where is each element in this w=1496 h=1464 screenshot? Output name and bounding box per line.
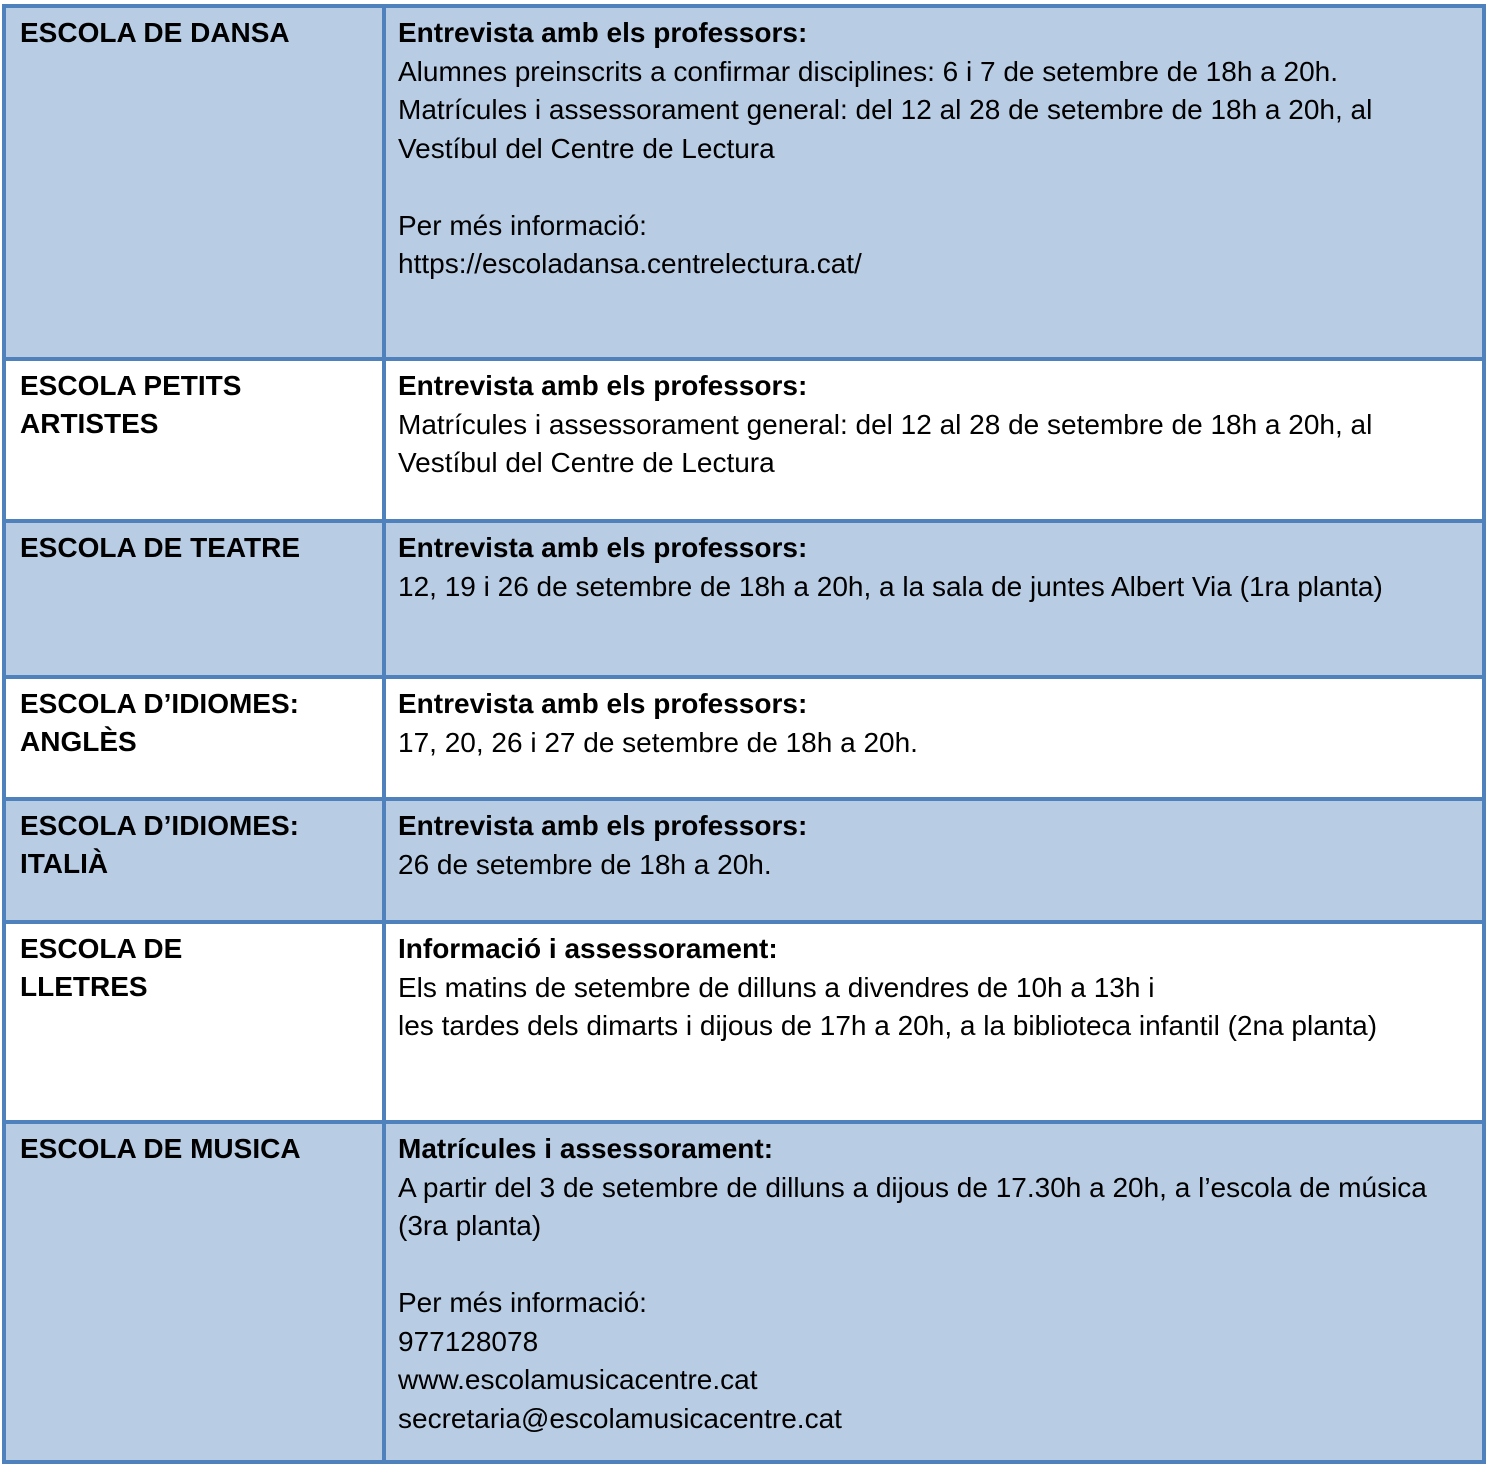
detail-link[interactable]: https://escoladansa.centrelectura.cat/ <box>398 248 862 279</box>
table-row <box>4 1122 1484 1462</box>
detail-line <box>398 168 1470 207</box>
detail-line <box>398 1246 1470 1285</box>
detail-line: 12, 19 i 26 de setembre de 18h a 20h, a la sala de juntes Albert Via (1ra planta) <box>398 570 1383 602</box>
detail-heading: Entrevista amb els professors: <box>398 810 808 841</box>
table-row <box>4 799 1484 922</box>
school-name: ESCOLA DE DANSA <box>20 17 290 48</box>
table-row <box>4 359 1484 521</box>
table-row <box>4 521 1484 677</box>
detail-heading: Matrícules i assessorament: <box>398 1133 774 1164</box>
school-name: ESCOLA D’IDIOMES: ITALIÀ <box>20 810 299 879</box>
detail-heading: Entrevista amb els professors: <box>398 370 808 401</box>
school-detail-cell <box>384 799 1484 922</box>
detail-line: 26 de setembre de 18h a 20h. <box>398 848 772 880</box>
detail-heading: Informació i assessorament: <box>398 933 778 964</box>
school-detail-cell <box>384 922 1484 1122</box>
table-row <box>4 677 1484 799</box>
detail-phone: 977128078 <box>398 1325 539 1357</box>
school-name-cell <box>4 677 384 799</box>
school-name-cell <box>4 6 384 359</box>
table-row <box>4 6 1484 359</box>
detail-email[interactable]: secretaria@escolamusicacentre.cat <box>398 1402 842 1434</box>
detail-line: les tardes dels dimarts i dijous de 17h a 20h, a la biblioteca infantil (2na planta) <box>398 1010 1378 1041</box>
school-name: ESCOLA D’IDIOMES: ANGLÈS <box>20 688 299 757</box>
school-detail-cell <box>384 677 1484 799</box>
school-name-cell <box>4 359 384 521</box>
detail-line: 17, 20, 26 i 27 de setembre de 18h a 20h. <box>398 726 918 758</box>
detail-line: Els matins de setembre de dilluns a divendres de 10h a 13h i <box>398 971 1155 1003</box>
school-detail-cell <box>384 1122 1484 1462</box>
detail-heading: Entrevista amb els professors: <box>398 532 808 563</box>
school-detail-cell <box>384 521 1484 677</box>
detail-line: Alumnes preinscrits a confirmar disciplines: 6 i 7 de setembre de 18h a 20h. <box>398 55 1339 87</box>
school-name-cell <box>4 1122 384 1462</box>
detail-heading: Entrevista amb els professors: <box>398 17 808 48</box>
school-name: ESCOLA PETITS ARTISTES <box>20 370 242 439</box>
detail-line: Matrícules i assessorament general: del 12 al 28 de setembre de 18h a 20h, al Vestíbul del Centre de Lectura <box>398 94 1373 164</box>
detail-line: Matrícules i assessorament general: del 12 al 28 de setembre de 18h a 20h, al Vestíbul del Centre de Lectura <box>398 408 1373 478</box>
detail-line: Per més informació: <box>398 1287 647 1318</box>
detail-line: A partir del 3 de setembre de dilluns a dijous de 17.30h a 20h, a l’escola de música (3ra planta) <box>398 1171 1427 1241</box>
school-detail-cell <box>384 359 1484 521</box>
school-name-cell <box>4 521 384 677</box>
schools-table <box>2 4 1486 1464</box>
school-name: ESCOLA DE MUSICA <box>20 1133 301 1164</box>
school-detail-cell <box>384 6 1484 359</box>
school-name-cell <box>4 922 384 1122</box>
table-row <box>4 922 1484 1122</box>
detail-heading: Entrevista amb els professors: <box>398 688 808 719</box>
school-name-cell <box>4 799 384 922</box>
detail-line: Per més informació: <box>398 209 647 241</box>
school-name: ESCOLA DE TEATRE <box>20 532 301 563</box>
school-name: ESCOLA DE LLETRES <box>20 933 183 1002</box>
detail-link[interactable]: www.escolamusicacentre.cat <box>398 1364 758 1395</box>
